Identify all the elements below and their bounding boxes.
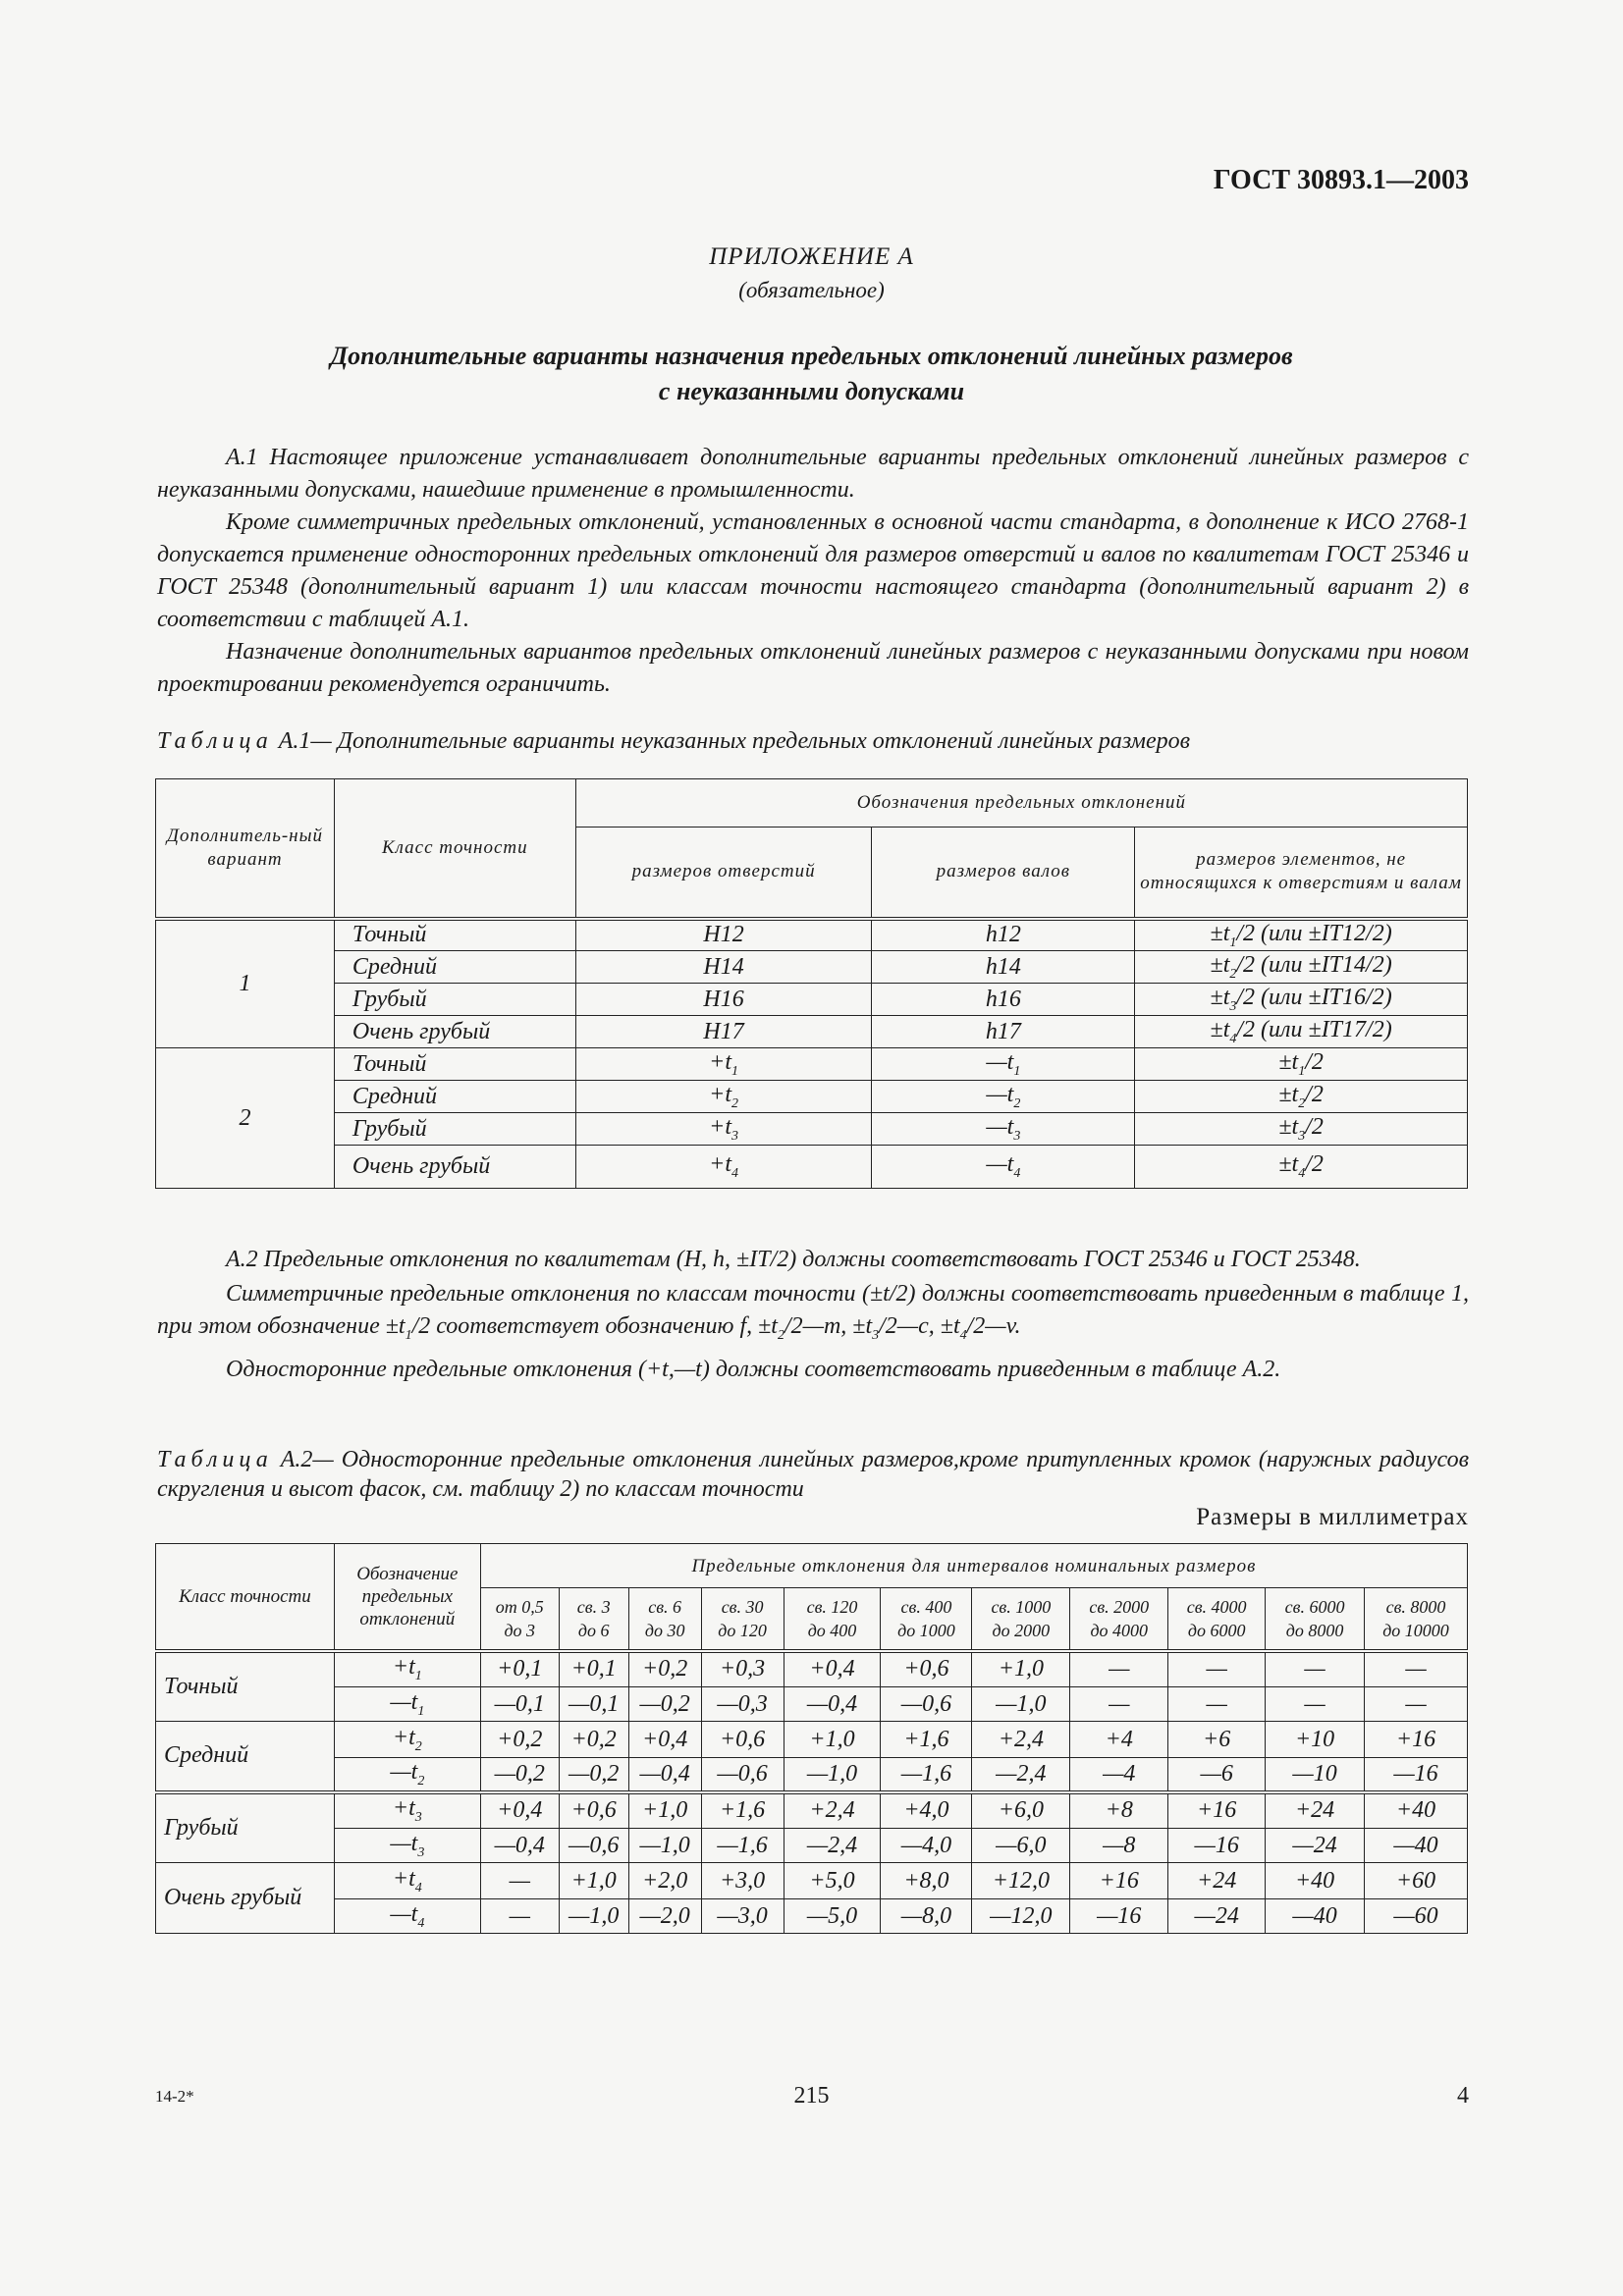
header-shafts: размеров валов bbox=[872, 828, 1135, 919]
page-number: 215 bbox=[793, 2083, 830, 2109]
table-a2-caption bbox=[157, 1445, 1469, 1504]
paragraph: А.1 Настоящее приложение устанавливает дополнительные варианты предельных отклонений линейных размеров с неуказанными допусками, нашедшие применение в промышленности. bbox=[157, 445, 1469, 503]
header-interval: св. 400 до 1000 bbox=[881, 1588, 972, 1651]
deviation-cell: — bbox=[480, 1899, 559, 1934]
hole-cell: H16 bbox=[575, 984, 872, 1016]
other-cell: $\pm t_4/2$ bbox=[1135, 1146, 1468, 1189]
designation-cell: $—t_1$ bbox=[334, 1687, 480, 1722]
deviation-cell: —1,6 bbox=[881, 1758, 972, 1792]
deviation-cell: —1,0 bbox=[559, 1899, 628, 1934]
document-number: ГОСТ 30893.1—2003 bbox=[1213, 165, 1469, 195]
deviation-cell: —0,6 bbox=[701, 1758, 784, 1792]
deviation-cell: +12,0 bbox=[972, 1863, 1070, 1899]
deviation-cell: —0,2 bbox=[480, 1758, 559, 1792]
deviation-cell: +5,0 bbox=[784, 1863, 881, 1899]
section-a2 bbox=[157, 1244, 1469, 1386]
deviation-cell: —24 bbox=[1168, 1899, 1266, 1934]
deviation-cell: —24 bbox=[1266, 1829, 1365, 1863]
header-interval: св. 30 до 120 bbox=[701, 1588, 784, 1651]
class-cell: Грубый bbox=[334, 1113, 575, 1146]
deviation-cell: +0,6 bbox=[881, 1651, 972, 1687]
header-interval: св. 4000 до 6000 bbox=[1168, 1588, 1266, 1651]
other-cell: $\pm t_1/2$ bbox=[1135, 1048, 1468, 1081]
deviation-cell: +16 bbox=[1070, 1863, 1168, 1899]
footer-left: 14-2* bbox=[155, 2087, 194, 2106]
shaft-cell: h17 bbox=[872, 1016, 1135, 1048]
hole-cell: H12 bbox=[575, 919, 872, 951]
deviation-cell: —1,0 bbox=[628, 1829, 701, 1863]
deviation-cell: +0,3 bbox=[701, 1651, 784, 1687]
deviation-cell: —0,4 bbox=[784, 1687, 881, 1722]
header-interval: св. 120 до 400 bbox=[784, 1588, 881, 1651]
deviation-cell: +0,4 bbox=[628, 1722, 701, 1758]
class-cell: Точный bbox=[334, 919, 575, 951]
deviation-cell: —8 bbox=[1070, 1829, 1168, 1863]
deviation-cell: —0,4 bbox=[628, 1758, 701, 1792]
deviation-cell: — bbox=[1168, 1651, 1266, 1687]
other-cell: $\pm t_1/2$ (или ±IT12/2) bbox=[1135, 919, 1468, 951]
deviation-cell: —2,4 bbox=[972, 1758, 1070, 1792]
deviation-cell: —1,0 bbox=[784, 1758, 881, 1792]
deviation-cell: —0,1 bbox=[480, 1687, 559, 1722]
header-class: Класс точности bbox=[156, 1544, 335, 1651]
deviation-cell: —1,6 bbox=[701, 1829, 784, 1863]
paragraph: Назначение дополнительных вариантов предельных отклонений линейных размеров с неуказанными допусками при новом проектировании рекомендуется ограничить. bbox=[157, 639, 1469, 697]
deviation-cell: +40 bbox=[1266, 1863, 1365, 1899]
class-cell: Очень грубый bbox=[334, 1146, 575, 1189]
designation-cell: $+t_4$ bbox=[334, 1863, 480, 1899]
deviation-cell: +0,4 bbox=[784, 1651, 881, 1687]
designation-cell: $+t_1$ bbox=[334, 1651, 480, 1687]
appendix-label: ПРИЛОЖЕНИЕ А bbox=[709, 243, 914, 270]
deviation-cell: — bbox=[1365, 1651, 1468, 1687]
deviation-cell: +40 bbox=[1365, 1792, 1468, 1829]
appendix-title-line2: с неуказанными допусками bbox=[658, 377, 965, 405]
deviation-cell: +24 bbox=[1168, 1863, 1266, 1899]
deviation-cell: —0,2 bbox=[628, 1687, 701, 1722]
deviation-cell: +2,4 bbox=[972, 1722, 1070, 1758]
shaft-cell: $—t_1$ bbox=[872, 1048, 1135, 1081]
deviation-cell: +1,0 bbox=[972, 1651, 1070, 1687]
deviation-cell: +3,0 bbox=[701, 1863, 784, 1899]
table-a1-caption bbox=[157, 726, 1469, 756]
deviation-cell: — bbox=[1070, 1651, 1168, 1687]
deviation-cell: — bbox=[1168, 1687, 1266, 1722]
header-intervals-title: Предельные отклонения для интервалов номинальных размеров bbox=[480, 1544, 1467, 1588]
units-note: Размеры в миллиметрах bbox=[1196, 1504, 1469, 1530]
class-cell: Грубый bbox=[156, 1792, 335, 1863]
paragraph: А.2 Предельные отклонения по квалитетам (H, h, ±IT/2) должны соответствовать ГОСТ 25346 и ГОСТ 25348. bbox=[226, 1247, 1361, 1272]
deviation-cell: — bbox=[1365, 1687, 1468, 1722]
deviation-cell: —16 bbox=[1168, 1829, 1266, 1863]
deviation-cell: +4 bbox=[1070, 1722, 1168, 1758]
deviation-cell: —4 bbox=[1070, 1758, 1168, 1792]
variant-cell: 1 bbox=[156, 919, 335, 1048]
deviation-cell: — bbox=[480, 1863, 559, 1899]
shaft-cell: $—t_2$ bbox=[872, 1081, 1135, 1113]
deviation-cell: —3,0 bbox=[701, 1899, 784, 1934]
deviation-cell: —0,1 bbox=[559, 1687, 628, 1722]
designation-cell: $—t_3$ bbox=[334, 1829, 480, 1863]
deviation-cell: +0,2 bbox=[628, 1651, 701, 1687]
section-a1 bbox=[157, 442, 1469, 701]
appendix-title-line1: Дополнительные варианты назначения предельных отклонений линейных размеров bbox=[330, 342, 1293, 370]
deviation-cell: —0,4 bbox=[480, 1829, 559, 1863]
deviation-cell: +1,6 bbox=[881, 1722, 972, 1758]
shaft-cell: $—t_4$ bbox=[872, 1146, 1135, 1189]
class-cell: Точный bbox=[334, 1048, 575, 1081]
shaft-cell: h12 bbox=[872, 919, 1135, 951]
header-interval: св. 6 до 30 bbox=[628, 1588, 701, 1651]
header-variant: Дополнитель-ный вариант bbox=[156, 779, 335, 919]
deviation-cell: —2,4 bbox=[784, 1829, 881, 1863]
class-cell: Грубый bbox=[334, 984, 575, 1016]
deviation-cell: —16 bbox=[1070, 1899, 1168, 1934]
deviation-cell: +1,0 bbox=[628, 1792, 701, 1829]
deviation-cell: +10 bbox=[1266, 1722, 1365, 1758]
deviation-cell: +6 bbox=[1168, 1722, 1266, 1758]
caption-prefix: Таблица bbox=[157, 1447, 273, 1472]
deviation-cell: —6,0 bbox=[972, 1829, 1070, 1863]
deviation-cell: —12,0 bbox=[972, 1899, 1070, 1934]
header-holes: размеров отверстий bbox=[575, 828, 872, 919]
deviation-cell: +0,2 bbox=[559, 1722, 628, 1758]
deviation-cell: —0,6 bbox=[559, 1829, 628, 1863]
deviation-cell: +0,6 bbox=[559, 1792, 628, 1829]
hole-cell: $+t_3$ bbox=[575, 1113, 872, 1146]
caption-prefix: Таблица bbox=[157, 728, 273, 754]
hole-cell: H17 bbox=[575, 1016, 872, 1048]
class-cell: Средний bbox=[334, 951, 575, 984]
deviation-cell: +2,0 bbox=[628, 1863, 701, 1899]
deviation-cell: — bbox=[1266, 1651, 1365, 1687]
designation-cell: $+t_2$ bbox=[334, 1722, 480, 1758]
deviation-cell: +2,4 bbox=[784, 1792, 881, 1829]
deviation-cell: — bbox=[1070, 1687, 1168, 1722]
deviation-cell: —5,0 bbox=[784, 1899, 881, 1934]
hole-cell: H14 bbox=[575, 951, 872, 984]
deviation-cell: — bbox=[1266, 1687, 1365, 1722]
other-cell: $\pm t_4/2$ (или ±IT17/2) bbox=[1135, 1016, 1468, 1048]
caption-text: А.2— Односторонние предельные отклонения линейных размеров,кроме притупленных кромок (наружных радиусов скругления и высот фасок, см. таблицу 2) по классам точности bbox=[157, 1447, 1469, 1502]
appendix-status: (обязательное) bbox=[738, 278, 885, 302]
paragraph: Кроме симметричных предельных отклонений, установленных в основной части стандарта, в дополнение к ИСО 2768-1 допускается применение односторонних предельных отклонений для размеров отверстий и валов по квалитетам ГОСТ 25346 и ГОСТ 25348 (дополнительный вариант 1) или классам точности настоящего стандарта (дополнительный вариант 2) в соответствии с таблицей А.1. bbox=[157, 509, 1469, 632]
deviation-cell: —40 bbox=[1365, 1829, 1468, 1863]
deviation-cell: +6,0 bbox=[972, 1792, 1070, 1829]
other-cell: $\pm t_2/2$ (или ±IT14/2) bbox=[1135, 951, 1468, 984]
designation-cell: $—t_4$ bbox=[334, 1899, 480, 1934]
shaft-cell: h14 bbox=[872, 951, 1135, 984]
deviation-cell: +16 bbox=[1168, 1792, 1266, 1829]
header-interval: от 0,5 до 3 bbox=[480, 1588, 559, 1651]
deviation-cell: —8,0 bbox=[881, 1899, 972, 1934]
paragraph: Симметричные предельные отклонения по классам точности (±t/2) должны соответствовать приведенным в таблице 1, при этом обозначение $\pm t_1/2$ соответствует обозначению f, $\pm t_2/2—m$, $\pm t_3/2—c$, $\pm t_4/2—v$. bbox=[157, 1281, 1469, 1343]
variant-cell: 2 bbox=[156, 1048, 335, 1189]
deviation-cell: —0,3 bbox=[701, 1687, 784, 1722]
header-interval: св. 2000 до 4000 bbox=[1070, 1588, 1168, 1651]
caption-text: А.1— Дополнительные варианты неуказанных предельных отклонений линейных размеров bbox=[272, 728, 1191, 754]
deviation-cell: —0,6 bbox=[881, 1687, 972, 1722]
shaft-cell: h16 bbox=[872, 984, 1135, 1016]
deviation-cell: +0,1 bbox=[480, 1651, 559, 1687]
header-designation: Обозначение предельных отклонений bbox=[334, 1544, 480, 1651]
deviation-cell: +24 bbox=[1266, 1792, 1365, 1829]
deviation-cell: +8,0 bbox=[881, 1863, 972, 1899]
deviation-cell: +1,0 bbox=[559, 1863, 628, 1899]
header-interval: св. 6000 до 8000 bbox=[1266, 1588, 1365, 1651]
header-interval: св. 1000 до 2000 bbox=[972, 1588, 1070, 1651]
deviation-cell: +16 bbox=[1365, 1722, 1468, 1758]
header-class: Класс точности bbox=[334, 779, 575, 919]
class-cell: Очень грубый bbox=[156, 1863, 335, 1934]
header-designations: Обозначения предельных отклонений bbox=[575, 779, 1467, 828]
class-cell: Очень грубый bbox=[334, 1016, 575, 1048]
deviation-cell: +0,1 bbox=[559, 1651, 628, 1687]
paragraph: Односторонние предельные отклонения (+t,—t) должны соответствовать приведенным в таблице А.2. bbox=[226, 1356, 1281, 1382]
deviation-cell: +1,6 bbox=[701, 1792, 784, 1829]
footer-right: 4 bbox=[1457, 2083, 1469, 2109]
table-a1 bbox=[155, 778, 1468, 1189]
deviation-cell: —16 bbox=[1365, 1758, 1468, 1792]
class-cell: Средний bbox=[156, 1722, 335, 1792]
hole-cell: $+t_2$ bbox=[575, 1081, 872, 1113]
hole-cell: $+t_4$ bbox=[575, 1146, 872, 1189]
header-other: размеров элементов, не относящихся к отверстиям и валам bbox=[1135, 828, 1468, 919]
class-cell: Средний bbox=[334, 1081, 575, 1113]
deviation-cell: —4,0 bbox=[881, 1829, 972, 1863]
deviation-cell: +0,4 bbox=[480, 1792, 559, 1829]
deviation-cell: +1,0 bbox=[784, 1722, 881, 1758]
header-interval: св. 8000 до 10000 bbox=[1365, 1588, 1468, 1651]
deviation-cell: +4,0 bbox=[881, 1792, 972, 1829]
deviation-cell: +0,6 bbox=[701, 1722, 784, 1758]
table-a2 bbox=[155, 1543, 1468, 1934]
other-cell: $\pm t_2/2$ bbox=[1135, 1081, 1468, 1113]
other-cell: $\pm t_3/2$ bbox=[1135, 1113, 1468, 1146]
deviation-cell: —60 bbox=[1365, 1899, 1468, 1934]
designation-cell: $—t_2$ bbox=[334, 1758, 480, 1792]
other-cell: $\pm t_3/2$ (или ±IT16/2) bbox=[1135, 984, 1468, 1016]
deviation-cell: +0,2 bbox=[480, 1722, 559, 1758]
designation-cell: $+t_3$ bbox=[334, 1792, 480, 1829]
shaft-cell: $—t_3$ bbox=[872, 1113, 1135, 1146]
deviation-cell: +60 bbox=[1365, 1863, 1468, 1899]
deviation-cell: —0,2 bbox=[559, 1758, 628, 1792]
deviation-cell: —10 bbox=[1266, 1758, 1365, 1792]
deviation-cell: —6 bbox=[1168, 1758, 1266, 1792]
deviation-cell: +8 bbox=[1070, 1792, 1168, 1829]
class-cell: Точный bbox=[156, 1651, 335, 1722]
header-interval: св. 3 до 6 bbox=[559, 1588, 628, 1651]
deviation-cell: —1,0 bbox=[972, 1687, 1070, 1722]
appendix-title bbox=[0, 339, 1623, 409]
hole-cell: $+t_1$ bbox=[575, 1048, 872, 1081]
deviation-cell: —40 bbox=[1266, 1899, 1365, 1934]
deviation-cell: —2,0 bbox=[628, 1899, 701, 1934]
